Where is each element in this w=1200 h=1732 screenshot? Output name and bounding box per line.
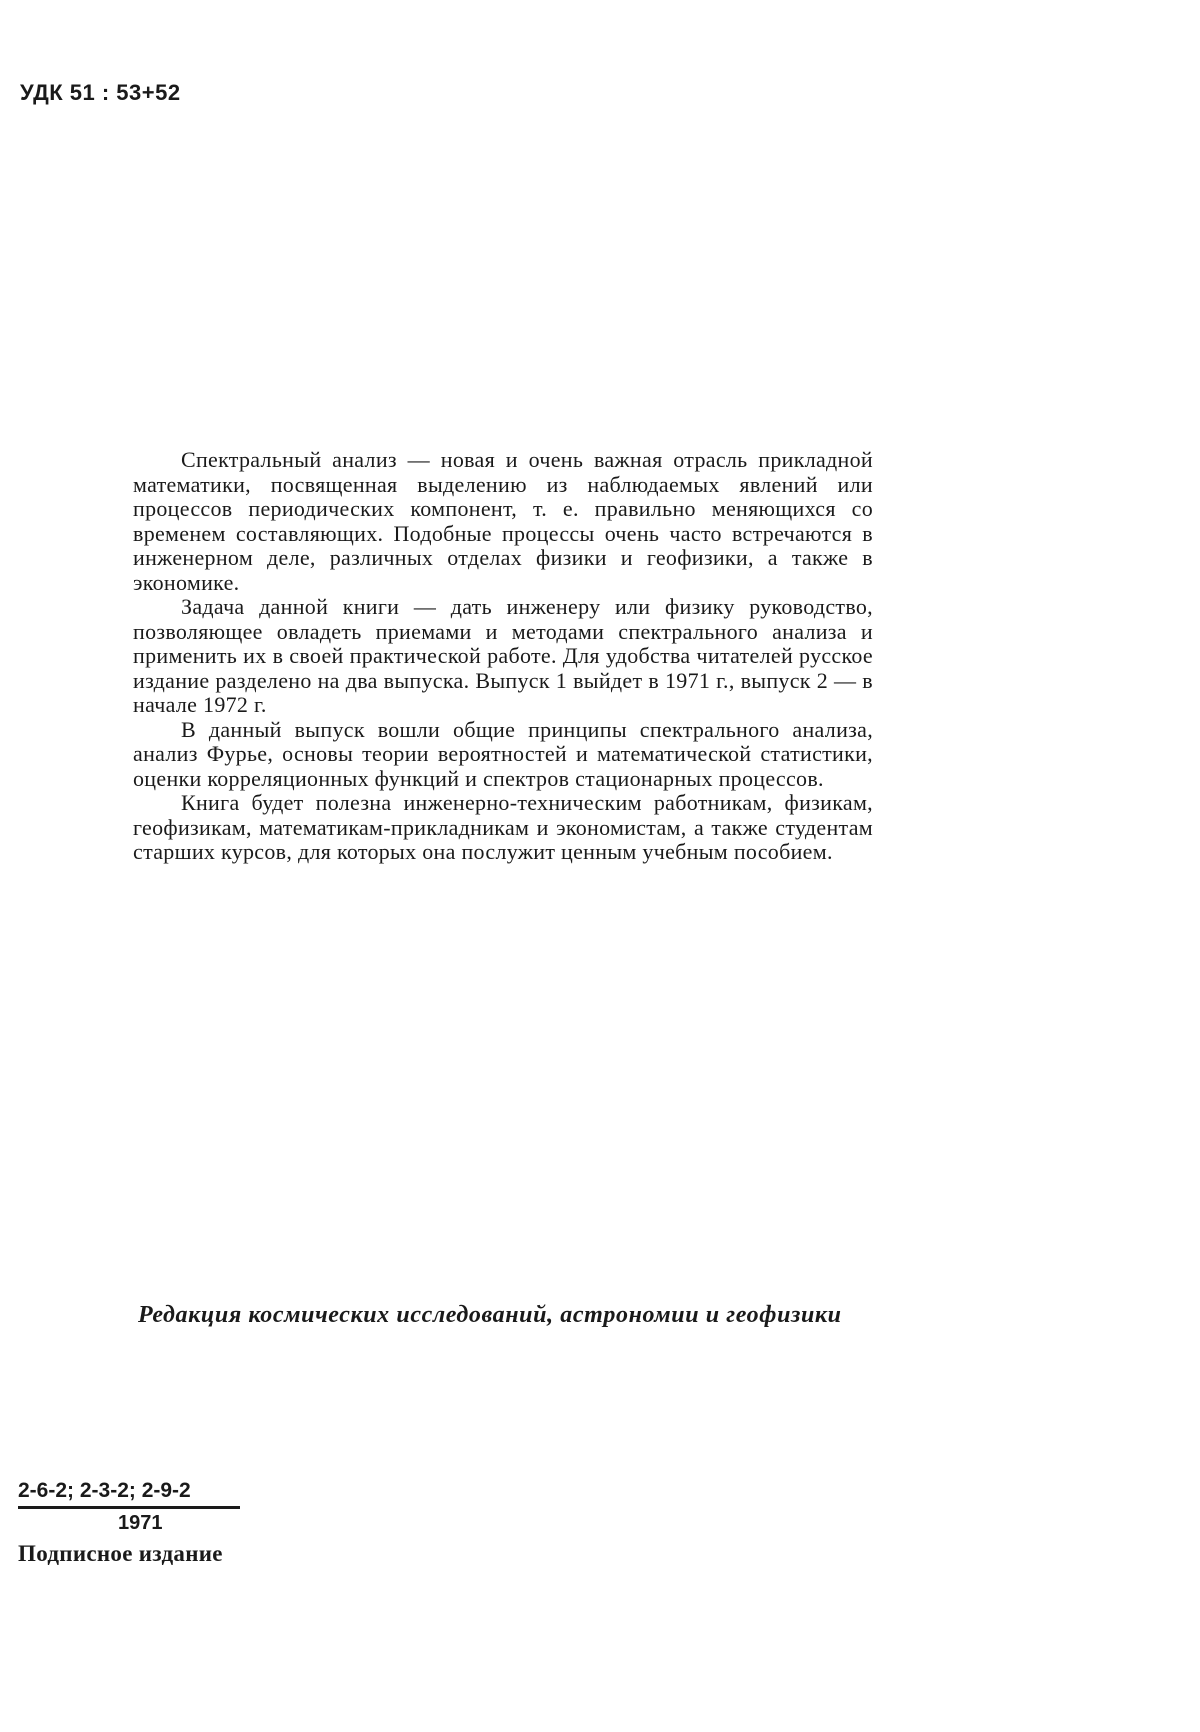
annotation-paragraph-2: Задача данной книги — дать инженеру или физику руководство, позволяющее овладеть приемами и методами спектрального анализа и применить их в своей практической работе. Для удобства читателей русское издание разделено на два выпуска. Выпуск 1 выйдет в 1971 г., выпуск 2 — в начале 1972 г.: [133, 594, 873, 717]
annotation-paragraph-3: В данный выпуск вошли общие принципы спектрального анализа, анализ Фурье, основы теории вероятностей и математической статистики, оценки корреляционных функций и спектров стационарных процессов.: [133, 716, 873, 791]
annotation-paragraph-4: Книга будет полезна инженерно-техническим работникам, физикам, геофизикам, математикам-прикладникам и экономистам, а также студентам старших курсов, для которых она послужит ценным учебным пособием.: [133, 790, 873, 864]
imprint-block: [18, 1478, 248, 1571]
udk-code: УДК 51 : 53+52: [20, 80, 181, 105]
classification-codes: 2-6-2; 2-3-2; 2-9-2: [18, 1479, 191, 1502]
editorial-office: Редакция космических исследований, астрономии и геофизики: [138, 1302, 842, 1328]
imprint-year: 1971: [118, 1512, 163, 1534]
annotation: [133, 448, 873, 865]
subscription-note: Подписное издание: [18, 1541, 223, 1566]
annotation-paragraph-1: Спектральный анализ — новая и очень важная отрасль прикладной математики, посвященная выделению из наблюдаемых явлений или процессов периодических компонент, т. е. правильно меняющихся со временем составляющих. Подобные процессы очень часто встречаются в инженерном деле, различных отделах физики и геофизики, а также в экономике.: [133, 447, 873, 595]
